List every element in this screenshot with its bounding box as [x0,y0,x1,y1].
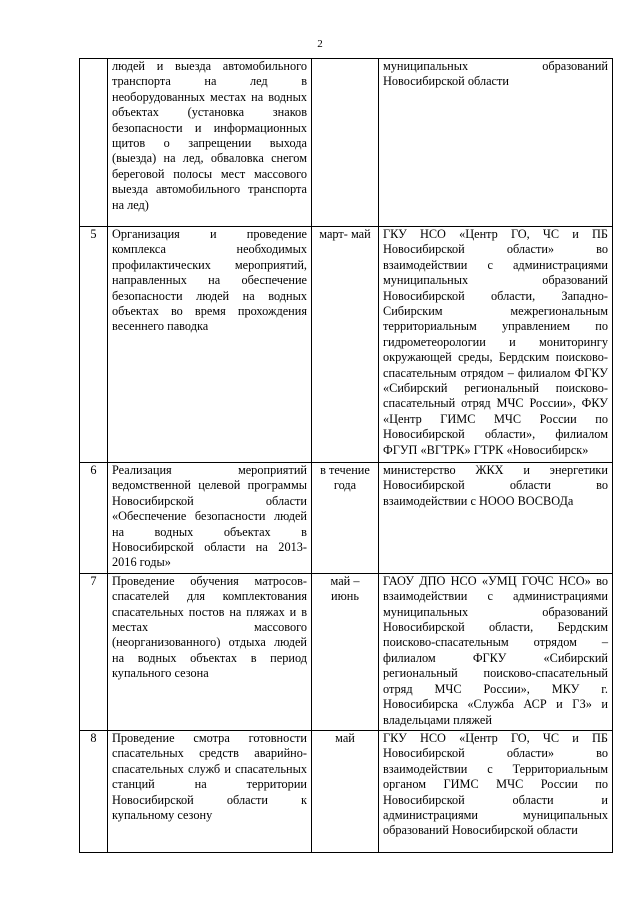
responsible-cell [379,730,613,852]
term-cell: май – июнь [312,573,379,730]
term-cell: май [312,730,379,852]
measure-name-text: Организация и проведение комплекса необходимых профилактических мероприятий, направленных на обеспечение безопасности людей на водных объектах во время прохождения весеннего паводка [112,227,307,334]
responsible-text: ГАОУ ДПО НСО «УМЦ ГОЧС НСО» во взаимодействии с администрациями муниципальных образований Новосибирской области, Бердским поисково-спасательным отрядом – филиалом ФГКУ «Сибирский региональный поисково-спасательный отряд МЧС России», МКУ г. Новосибирска «Служба АСР и ГЗ» и владельцами пляжей [383,573,608,727]
responsible-text: министерство ЖКХ и энергетики Новосибирской области во взаимодействии с НООО ВОСВОДа [383,463,608,508]
row-number-cell: 8 [80,730,108,852]
table-row [80,573,613,730]
responsible-text: ГКУ НСО «Центр ГО, ЧС и ПБ Новосибирской области» во взаимодействии с Территориальным органом ГИМС МЧС России по Новосибирской области и администрациями муниципальных образований Новосибирской области [383,730,608,838]
measure-name-cell [108,59,312,227]
responsible-cell [379,573,613,730]
measure-name-cell [108,227,312,463]
responsible-cell [379,463,613,574]
measure-name-cell [108,573,312,730]
row-number-cell: 5 [80,227,108,463]
responsible-text: муниципальных образований Новосибирской области [383,59,608,89]
term-cell: март- май [312,227,379,463]
row-number-cell [80,59,108,227]
measure-name-text: Проведение обучения матросов-спасателей для комплектования спасательных постов на пляжах и в местах массового (неорганизованного) отдыха людей на водных объектах в период купального сезона [112,573,307,681]
measure-name-text: людей и выезда автомобильного транспорта на лед в необорудованных местах на водных объектах (установка знаков безопасности и информационных щитов о запрещении выхода (выезда) на лед, обваловка снегом береговой полосы мест массового выезда автомобильного транспорта на лед) [112,59,307,212]
table-row [80,463,613,574]
measure-name-cell [108,730,312,852]
table-row [80,59,613,227]
measure-name-cell [108,463,312,574]
table-row [80,730,613,852]
term-cell [312,59,379,227]
responsible-cell [379,227,613,463]
page-number: 2 [317,38,323,50]
row-number-cell: 7 [80,573,108,730]
row-number-cell: 6 [80,463,108,574]
measures-table [79,58,613,853]
measure-name-text: Реализация мероприятий ведомственной целевой программы Новосибирской области «Обеспечение безопасности людей на водных объектах в Новосибирской области на 2013-2016 годы» [112,463,307,570]
term-cell: в течение года [312,463,379,574]
responsible-cell [379,59,613,227]
table-row [80,227,613,463]
responsible-text: ГКУ НСО «Центр ГО, ЧС и ПБ Новосибирской области» во взаимодействии с администрациями муниципальных образований Новосибирской области, Западно-Сибирским межрегиональным территориальным управлением по гидрометеорологии и мониторингу окружающей среды, Бердским поисково-спасательным отрядом – филиалом ФГКУ «Сибирский региональный поисково- спасательный отряд МЧС России», ФКУ «Центр ГИМС МЧС России по Новосибирской области», филиалом ФГУП «ВГТРК» ГТРК «Новосибирск» [383,227,608,457]
measure-name-text: Проведение смотра готовности спасательных средств аварийно-спасательных служб и спасательных станций на территории Новосибирской области к купальному сезону [112,730,307,822]
